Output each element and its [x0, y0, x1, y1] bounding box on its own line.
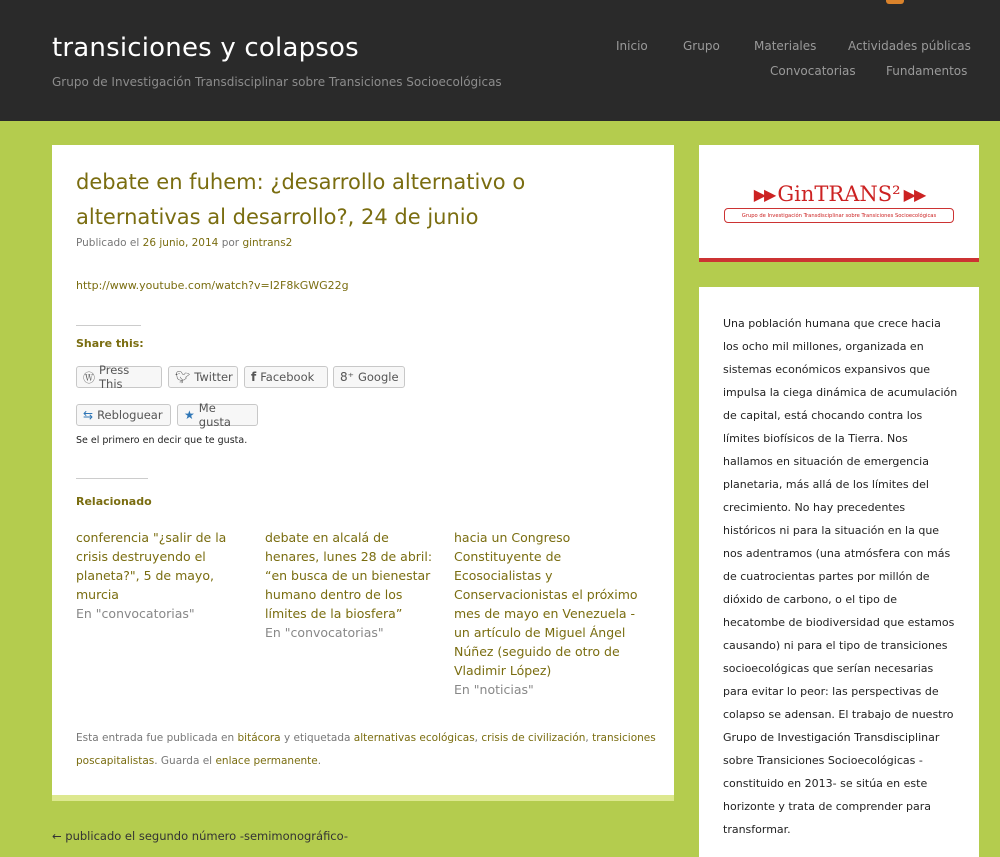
star-icon: ★: [184, 408, 195, 422]
nav-item-inicio[interactable]: Inicio: [616, 39, 648, 53]
site-title[interactable]: transiciones y colapsos: [52, 33, 359, 63]
related-title: Relacionado: [76, 495, 152, 508]
related-item-title[interactable]: debate en alcalá de henares, lunes 28 de abril: “en busca de un bienestar humano dentro de los límites de la biosfera”: [265, 530, 433, 621]
footer-tagged: y etiquetada: [283, 732, 351, 744]
related-item[interactable]: [265, 528, 441, 642]
meta-by: por: [221, 237, 240, 249]
like-note: Se el primero en decir que te gusta.: [76, 435, 248, 446]
post-article: [52, 145, 674, 795]
nav-item-actividades[interactable]: Actividades públicas: [848, 39, 971, 53]
related-item-category: En "noticias": [454, 682, 534, 697]
content-bottom-border: [52, 795, 674, 801]
related-item[interactable]: [454, 528, 640, 699]
tag-link[interactable]: transiciones poscapitalistas: [76, 732, 656, 767]
about-text: Una población humana que crece hacia los ocho mil millones, organizada en sistemas económicos expansivos que impulsa la ciega dinámica de acumulación de capital, está chocando contra los límites biofísicos de la Tierra. Nos hallamos en situación de emergencia planetaria, más allá de los límites del crecimiento. No hay precedentes históricos ni para la situación en la que nos adentramos (una atmósfera con más de cuatrocientas partes por millón de dióxido de carbono, o el tipo de hecatombe de biodiversidad que estamos causando) ni para el tipo de transiciones socioecológicas que serían necesarias para evitar lo peor: las perspectivas de colapso se adensan. El trabajo de nuestro Grupo de Investigación Transdisciplinar sobre Transiciones Socioecológicas -constituido en 2013- se sitúa en este horizonte y trata de comprender para transformar.: [723, 317, 958, 836]
share-divider: [76, 325, 141, 326]
reblog-icon: ⇆: [83, 408, 94, 422]
facebook-button[interactable]: [244, 366, 328, 388]
footer-save-prefix: Guarda el: [160, 755, 213, 767]
share-title: Share this:: [76, 337, 144, 350]
post-title[interactable]: debate en fuhem: ¿desarrollo alternativo o alternativas al desarrollo?, 24 de junio: [76, 170, 526, 229]
wordpress-icon: Ⓦ: [83, 370, 96, 385]
meta-prefix: Publicado el: [76, 237, 140, 249]
google-plus-icon: 8⁺: [340, 370, 354, 384]
entry-footer-meta: Esta entrada fue publicada en bitácora y etiquetada alternativas ecológicas, crisis de civilización, transiciones poscapitalistas. Guarda el enlace permanente.: [76, 732, 656, 767]
related-item[interactable]: [76, 528, 252, 623]
top-bar: [52, 0, 352, 2]
nav-item-convocatorias[interactable]: Convocatorias: [770, 64, 856, 78]
category-link[interactable]: bitácora: [237, 732, 281, 744]
twitter-label: Twitter: [194, 370, 233, 384]
author-link[interactable]: gintrans2: [242, 237, 293, 249]
logo-subtitle: Grupo de Investigación Transdisciplinar sobre Transiciones Socioecológicas: [724, 208, 954, 223]
post-date-link[interactable]: 26 junio, 2014: [142, 237, 219, 249]
nav-item-materiales[interactable]: Materiales: [754, 39, 817, 53]
tag-link[interactable]: alternativas ecológicas: [353, 732, 475, 744]
tag-link[interactable]: crisis de civilización: [481, 732, 586, 744]
previous-post-link[interactable]: ← publicado el segundo número -semimonográfico-: [52, 829, 349, 843]
twitter-button[interactable]: [168, 366, 238, 388]
press-this-label: Press This: [99, 363, 130, 391]
site-description: Grupo de Investigación Transdisciplinar sobre Transiciones Socioecológicas: [52, 75, 502, 89]
rss-icon[interactable]: [886, 0, 904, 4]
google-label: Google: [357, 370, 399, 384]
gintrans-logo[interactable]: [723, 180, 955, 208]
logo-text: GinTRANS²: [777, 182, 901, 206]
like-button[interactable]: [177, 401, 258, 429]
press-this-button[interactable]: [76, 363, 162, 391]
related-divider: [76, 478, 148, 479]
facebook-icon: f: [251, 370, 257, 384]
video-link[interactable]: http://www.youtube.com/watch?v=I2F8kGWG22g: [76, 279, 349, 292]
about-widget: [699, 287, 979, 857]
twitter-icon: 🐦︎: [175, 370, 191, 384]
like-label: Me gusta: [198, 401, 231, 429]
reblog-label: Rebloguear: [97, 408, 163, 422]
play-arrows-icon: ▶▶: [753, 184, 778, 204]
permalink-link[interactable]: enlace permanente: [215, 755, 318, 767]
reblog-button[interactable]: [76, 404, 171, 426]
related-item-title[interactable]: conferencia "¿salir de la crisis destruyendo el planeta?", 5 de mayo, murcia: [76, 530, 227, 602]
play-arrows-icon: ▶▶: [900, 184, 925, 204]
footer-prefix: Esta entrada fue publicada en: [76, 732, 235, 744]
nav-item-grupo[interactable]: Grupo: [683, 39, 720, 53]
related-item-category: En "convocatorias": [76, 606, 195, 621]
logo-widget-accent-bar: [699, 258, 979, 262]
related-item-title[interactable]: hacia un Congreso Constituyente de Ecosocialistas y Conservacionistas el próximo mes de mayo en Venezuela -un artículo de Miguel Ángel Núñez (seguido de otro de Vladimir López): [454, 530, 638, 678]
site-header: [0, 0, 1000, 121]
nav-item-fundamentos[interactable]: Fundamentos: [886, 64, 968, 78]
related-item-category: En "convocatorias": [265, 625, 384, 640]
post-meta: [76, 237, 292, 249]
logo-widget: [699, 145, 979, 258]
facebook-label: Facebook: [260, 370, 315, 384]
google-plus-button[interactable]: [333, 366, 405, 388]
